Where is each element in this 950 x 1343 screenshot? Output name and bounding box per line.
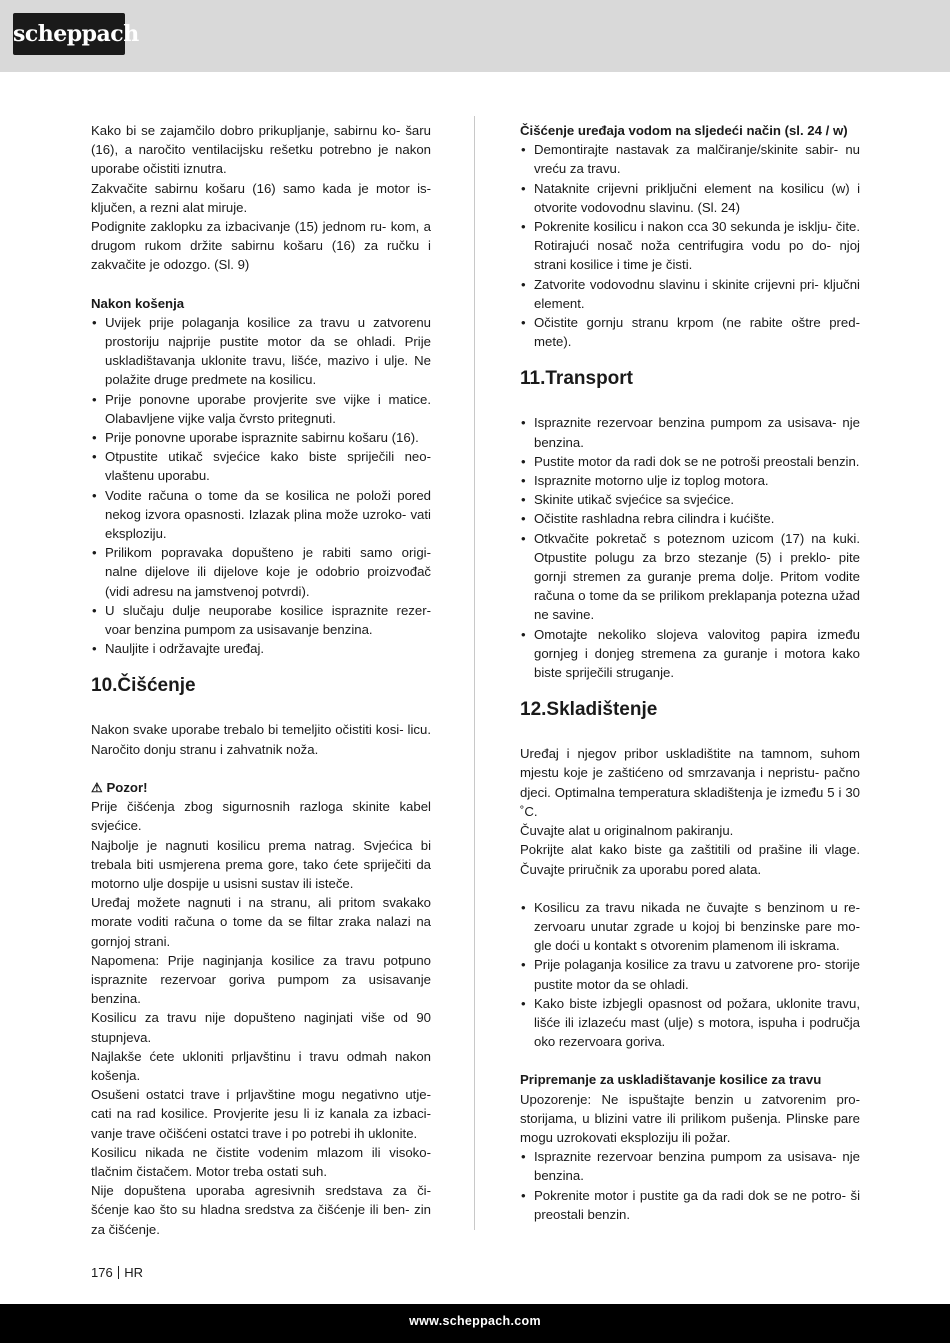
warning-paragraph: Najbolje je nagnuti kosilicu prema natrag. Svjećica bi trebala biti usmjerena prema gore, tako ćete spriječiti da motorno ulje dospije u usisni sustav ili isteče.: [91, 837, 431, 891]
list-item: • Demontirajte nastavak za malčiranje/skinite sabir- nu vreću za travu.: [520, 140, 860, 178]
page-number-value: 176: [91, 1265, 113, 1280]
section-title: Skladištenje: [546, 699, 658, 721]
warning-paragraph: Nije dopuštena uporaba agresivnih sredstava za či- šćenje kao što su hladna sredstva za čišćenje ili ben- zin za čišćenje.: [91, 1183, 431, 1237]
intro-paragraph: Kako bi se zajamčilo dobro prikupljanje, sabirnu ko- šaru (16), a naročito ventilacijsku rešetku potrebno je nakon uporabe očistiti iznutra.: [91, 123, 431, 177]
list-item: • Otkvačite pokretač s poteznom uzicom (17) na kuki. Otpustite polugu za brzo stezanje (5) i preklo- pite gornji stremen za guranje prema dolje. Pritom vodite računa o tome da se prilikom preklapanja potezna užad ne savine.: [520, 529, 860, 625]
list-item: • Prije polaganja kosilice za travu u zatvorene pro- storije pustite motor da se ohladi.: [520, 955, 860, 993]
website-url: www.scheppach.com: [409, 1314, 541, 1328]
water-cleaning-list: [520, 140, 860, 351]
section-number: 12.: [520, 699, 547, 721]
page-footer: [0, 1304, 950, 1343]
list-item: • Otpustite utikač svjećice kako biste spriječili neo- vlaštenu uporabu.: [91, 447, 431, 485]
list-item: • Omotajte nekoliko slojeva valovitog papira između gornjeg i donjeg stremena za guranje i motora kako biste spriječili struganje.: [520, 625, 860, 683]
warning-paragraph: Osušeni ostatci trave i prljavštine mogu negativno utje- cati na rad kosilice. Provjerite jesu li iz kanala za izbaci- vanje trave očišćeni ostatci trave i po potrebi ih uklonite.: [91, 1087, 431, 1141]
list-item: • Kako biste izbjegli opasnost od požara, uklonite travu, lišće ili izlazeću mast (ulje) s motora, ispuha i područja oko rezervoara goriva.: [520, 994, 860, 1052]
storage-prep-heading: Pripremanje za uskladištavanje kosilice za travu: [520, 1072, 822, 1088]
list-item: • Vodite računa o tome da se kosilica ne položi pored nekog izvora opasnosti. Izlazak plina može uzroko- vati eksploziju.: [91, 486, 431, 544]
list-item: • Ispraznite rezervoar benzina pumpom za usisava- nje benzina.: [520, 1147, 860, 1185]
transport-list: [520, 413, 860, 682]
storage-paragraph: Pokrijte alat kako biste ga zaštitili od prašine ili vlage. Čuvajte priručnik za uporabu pored alata.: [520, 842, 860, 877]
list-item: • Pokrenite kosilicu i nakon cca 30 sekunda je isklju- čite. Rotirajući nosač noža centrifugira vodu po do- njoj strani kosilice i time je čisti.: [520, 217, 860, 275]
warning-paragraph: Kosilicu za travu nije dopušteno naginjati više od 90 stupnjeva.: [91, 1010, 431, 1045]
language-code: HR: [124, 1265, 143, 1280]
list-item: • Prije ponovne uporabe ispraznite sabirnu košaru (16).: [91, 428, 431, 447]
list-item: • Nataknite crijevni priključni element na kosilicu (w) i otvorite vodovodnu slavinu. (Sl. 24): [520, 179, 860, 217]
list-item: • Pokrenite motor i pustite ga da radi dok se ne potro- ši preostali benzin.: [520, 1186, 860, 1224]
warning-paragraph: Najlakše ćete ukloniti prljavštinu i travu odmah nakon košenja.: [91, 1048, 431, 1083]
section-10-heading: [91, 674, 431, 698]
warning-paragraph: Uređaj možete nagnuti i na stranu, ali pritom svakako morate voditi računa o tome da se filtar zraka nalazi na gornjoj strani.: [91, 895, 431, 949]
storage-prep-list: [520, 1147, 860, 1224]
section-12-heading: [520, 698, 860, 722]
list-item: • Skinite utikač svjećice sa svjećice.: [520, 490, 860, 509]
warning-heading: ⚠ Pozor!: [91, 779, 148, 795]
intro-paragraph: Podignite zaklopku za izbacivanje (15) jednom ru- kom, a drugom rukom držite sabirnu košaru (16) za ručku i zakvačite je odozgo. (Sl. 9): [91, 219, 431, 273]
warning-paragraph: Kosilicu nikada ne čistite vodenim mlazom ili visoko- tlačnim čistačem. Motor treba ostati suh.: [91, 1144, 431, 1179]
warning-paragraph: Napomena: Prije naginjanja kosilice za travu potpuno ispraznite rezervoar goriva pumpom za usisavanje benzina.: [91, 952, 431, 1007]
storage-prep-warning: Upozorenje: Ne ispuštajte benzin u zatvorenim pro- storijama, u blizini vatre ili prilikom pušenja. Plinske pare mogu uzrokovati eksploziju ili požar.: [520, 1091, 860, 1145]
list-item: • Kosilicu za travu nikada ne čuvajte s benzinom u re- zervoaru unutar zgrade u kojoj bi benzinske pare mo- gle doći u kontakt s otvorenim plamenom ili iskrama.: [520, 898, 860, 956]
section-number: 11.: [520, 368, 546, 390]
scheppach-logo: scheppach: [13, 13, 125, 55]
section-title: Transport: [545, 368, 633, 390]
water-cleaning-heading: Čišćenje uređaja vodom na sljedeći način (sl. 24 / w): [520, 123, 848, 138]
list-item: • Uvijek prije polaganja kosilice za travu u zatvorenu prostoriju najprije pustite motor da se ohladi. Prije uskladištavanja uklonite travu, lišće, mazivo i ulje. Ne polažite druge predmete na kosilicu.: [91, 313, 431, 390]
list-item: • U slučaju dulje neuporabe kosilice ispraznite rezer- voar benzina pumpom za usisavanje benzina.: [91, 601, 431, 639]
intro-paragraph: Zakvačite sabirnu košaru (16) samo kada je motor is- ključen, a rezni alat miruje.: [91, 180, 431, 215]
section-title: Čišćenje: [117, 675, 196, 697]
list-item: • Ispraznite motorno ulje iz toplog motora.: [520, 471, 860, 490]
list-item: • Prije ponovne uporabe provjerite sve vijke i matice. Olabavljene vijke valja čvrsto pritegnuti.: [91, 390, 431, 428]
list-item: • Zatvorite vodovodnu slavinu i skinite crijevni pri- ključni element.: [520, 275, 860, 313]
list-item: • Nauljite i održavajte uređaj.: [91, 639, 431, 658]
warning-paragraph: Prije čišćenja zbog sigurnosnih razloga skinite kabel svjećice.: [91, 799, 431, 834]
after-mowing-heading: Nakon košenja: [91, 295, 185, 311]
left-column: [91, 121, 431, 1239]
right-column: [520, 121, 860, 1224]
page-header: [0, 0, 950, 72]
storage-paragraph: Čuvajte alat u originalnom pakiranju.: [520, 823, 734, 839]
column-divider: [474, 116, 475, 1230]
cleaning-intro: Nakon svake uporabe trebalo bi temeljito očistiti kosi- licu. Naročito donju stranu i zahvatnik noža.: [91, 722, 431, 757]
list-item: • Očistite gornju stranu krpom (ne rabite oštre pred- mete).: [520, 313, 860, 351]
section-11-heading: [520, 367, 860, 391]
list-item: • Očistite rashladna rebra cilindra i kućište.: [520, 509, 860, 528]
page-number: [91, 1264, 143, 1282]
storage-list: [520, 898, 860, 1052]
section-number: 10.: [91, 675, 118, 697]
list-item: • Prilikom popravaka dopušteno je rabiti samo origi- nalne dijelove ili dijelove koje je odobrio proizvođač (vidi adresu na jamstvenoj potvrdi).: [91, 543, 431, 601]
page-separator: [118, 1266, 120, 1279]
storage-paragraph: Uređaj i njegov pribor uskladištite na tamnom, suhom mjestu koje je zaštićeno od smrzavanja i nepristu- pačno djeci. Optimalna temperatura skladištenja je između 5 i 30 ˚C.: [520, 746, 860, 819]
after-mowing-list: [91, 313, 431, 659]
list-item: • Pustite motor da radi dok se ne potroši preostali benzin.: [520, 452, 860, 471]
list-item: • Ispraznite rezervoar benzina pumpom za usisava- nje benzina.: [520, 413, 860, 451]
